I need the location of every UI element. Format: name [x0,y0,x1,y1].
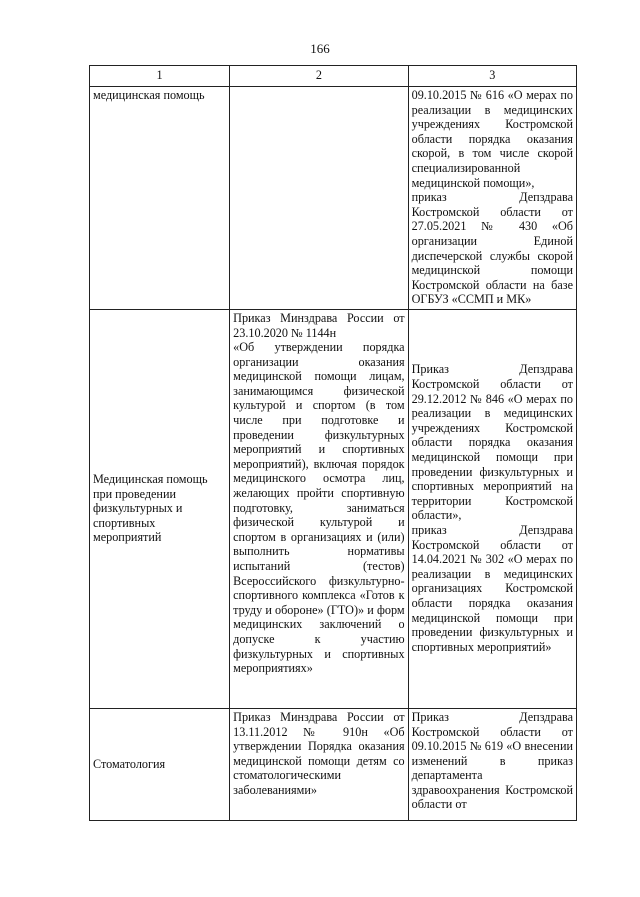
row-2-care-type: Медицинская помощь при проведении физкультурных и спортивных мероприятий [90,309,230,708]
row-2-regional-order: Приказ Депздрава Костромской области от 29.12.2012 № 846 «О мерах по реализации в медицинских учреждениях Костромской области порядка оказания медицинской помощи при проведении физкультурных и спортивных мероприятий на территории Костромской области», приказ Депздрава Костромской области от 14.04.2021 № 302 «О мерах по реализации в медицинских организациях Костромской области порядка оказания медицинской помощи при проведении физкультурных и спортивных мероприятий» [408,309,576,708]
row-2-federal-order: Приказ Минздрава России от 23.10.2020 № 1144н «Об утверждении порядка организации оказания медицинской помощи лицам, занимающимся физической культурой и спортом (в том числе при подготовке и проведении физкультурных мероприятий и спортивных мероприятий), включая порядок медицинского осмотра лиц, желающих пройти спортивную подготовку, заниматься физической культурой и спортом в организациях и (или) выполнить нормативы испытаний (тестов) Всероссийского физкультурно-спортивного комплекса «Готов к труду и обороне» (ГТО)» и форм медицинских заключений о допуске к участию физкультурных и спортивных мероприятиях» [230,309,408,708]
row-1-federal-order [230,87,408,310]
column-header-3: 3 [408,66,576,87]
row-1-regional-order: 09.10.2015 № 616 «О мерах по реализации в медицинских учреждениях Костромской области порядка оказания скорой, в том числе скорой специализированной медицинской помощи», приказ Депздрава Костромской области от 27.05.2021 № 430 «Об организации Единой диспечерской службы скорой медицинской помощи Костромской области на базе ОГБУЗ «ССМП и МК» [408,87,576,310]
row-3-care-type: Стоматология [90,708,230,820]
row-1-care-type: медицинская помощь [90,87,230,310]
column-header-1: 1 [90,66,230,87]
regulations-table [89,65,577,821]
row-3-regional-order: Приказ Депздрава Костромской области от 09.10.2015 № 619 «О внесении изменений в приказ департамента здравоохранения Костромской области от [408,708,576,820]
row-3-federal-order: Приказ Минздрава России от 13.11.2012 № 910н «Об утверждении Порядка оказания медицинской помощи детям со стоматологическими заболеваниями» [230,708,408,820]
table-row [90,708,577,820]
page-number: 166 [310,41,330,56]
table-header-row [90,66,577,87]
column-header-2: 2 [230,66,408,87]
table-row [90,309,577,708]
table-row [90,87,577,310]
